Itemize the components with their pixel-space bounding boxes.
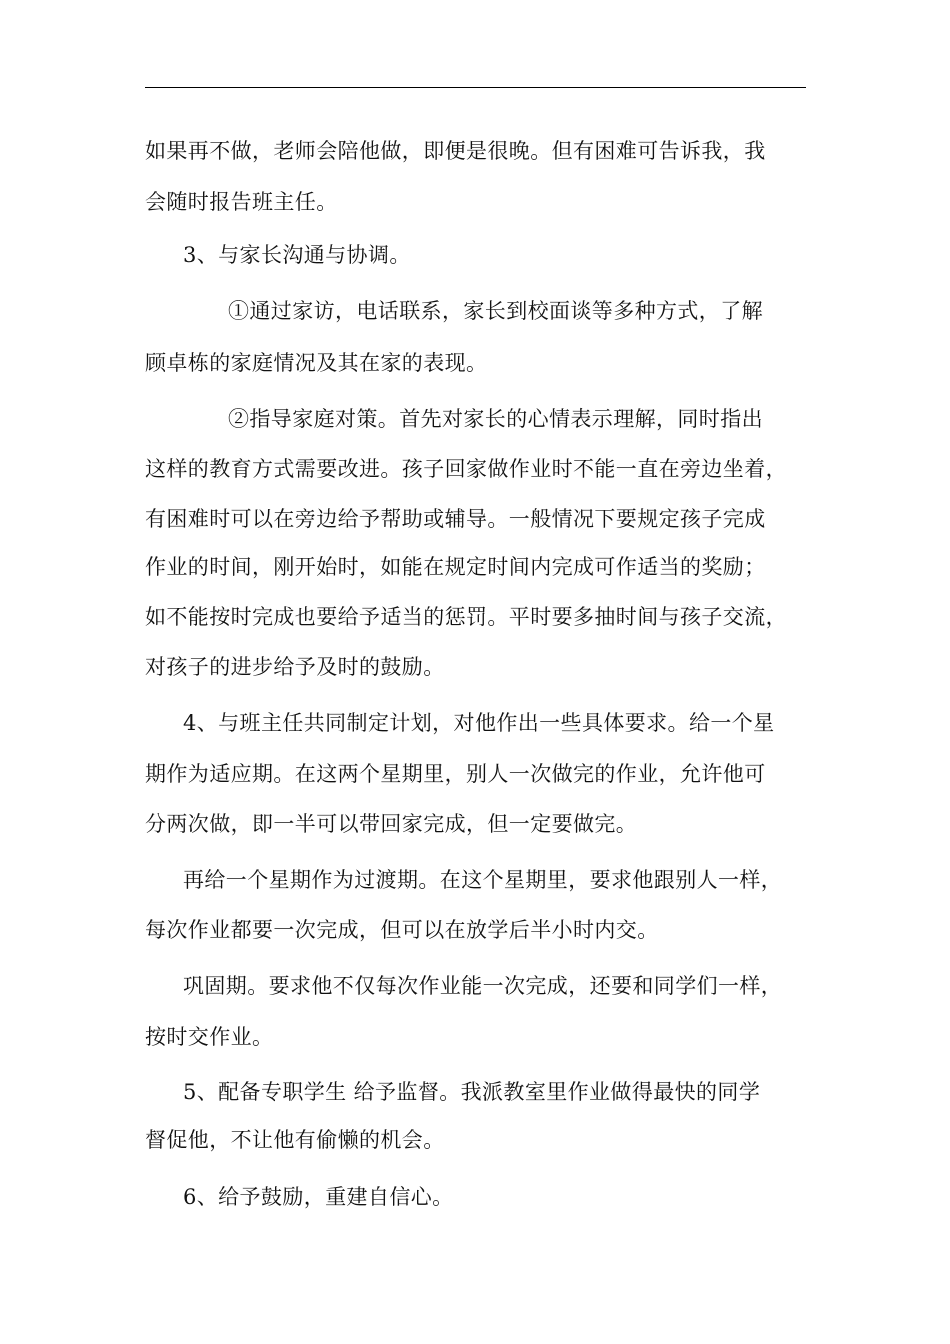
text-line: 5、配备专职学生 给予监督。我派教室里作业做得最快的同学 — [183, 1080, 761, 1104]
text-line: 有困难时可以在旁边给予帮助或辅导。一般情况下要规定孩子完成 — [145, 507, 766, 531]
text-line: 期作为适应期。在这两个星期里，别人一次做完的作业，允许他可 — [145, 762, 766, 786]
text-line: 这样的教育方式需要改进。孩子回家做作业时不能一直在旁边坐着， — [145, 457, 787, 481]
text-line: 顾卓栋的家庭情况及其在家的表现。 — [145, 351, 488, 375]
text-line: 对孩子的进步给予及时的鼓励。 — [145, 655, 445, 679]
text-line: 如不能按时完成也要给予适当的惩罚。平时要多抽时间与孩子交流， — [145, 605, 787, 629]
text-line: 4、与班主任共同制定计划，对他作出一些具体要求。给一个星 — [183, 711, 775, 735]
text-line: ①通过家访，电话联系，家长到校面谈等多种方式，了解 — [228, 299, 763, 323]
text-line: 分两次做，即一半可以带回家完成，但一定要做完。 — [145, 812, 638, 836]
text-line: 会随时报告班主任。 — [145, 190, 338, 214]
text-line: 3、与家长沟通与协调。 — [183, 243, 411, 267]
text-line: 按时交作业。 — [145, 1025, 274, 1049]
text-line: 作业的时间，刚开始时，如能在规定时间内完成可作适当的奖励； — [145, 555, 766, 579]
text-line: 再给一个星期作为过渡期。在这个星期里，要求他跟别人一样， — [183, 868, 783, 892]
text-line: 巩固期。要求他不仅每次作业能一次完成，还要和同学们一样， — [183, 974, 783, 998]
text-line: 如果再不做，老师会陪他做，即便是很晚。但有困难可告诉我，我 — [145, 139, 766, 163]
text-line: 6、给予鼓励，重建自信心。 — [183, 1185, 454, 1209]
text-line: 督促他，不让他有偷懒的机会。 — [145, 1128, 445, 1152]
text-line: ②指导家庭对策。首先对家长的心情表示理解，同时指出 — [228, 407, 763, 431]
text-line: 每次作业都要一次完成，但可以在放学后半小时内交。 — [145, 918, 659, 942]
header-rule — [145, 87, 806, 88]
